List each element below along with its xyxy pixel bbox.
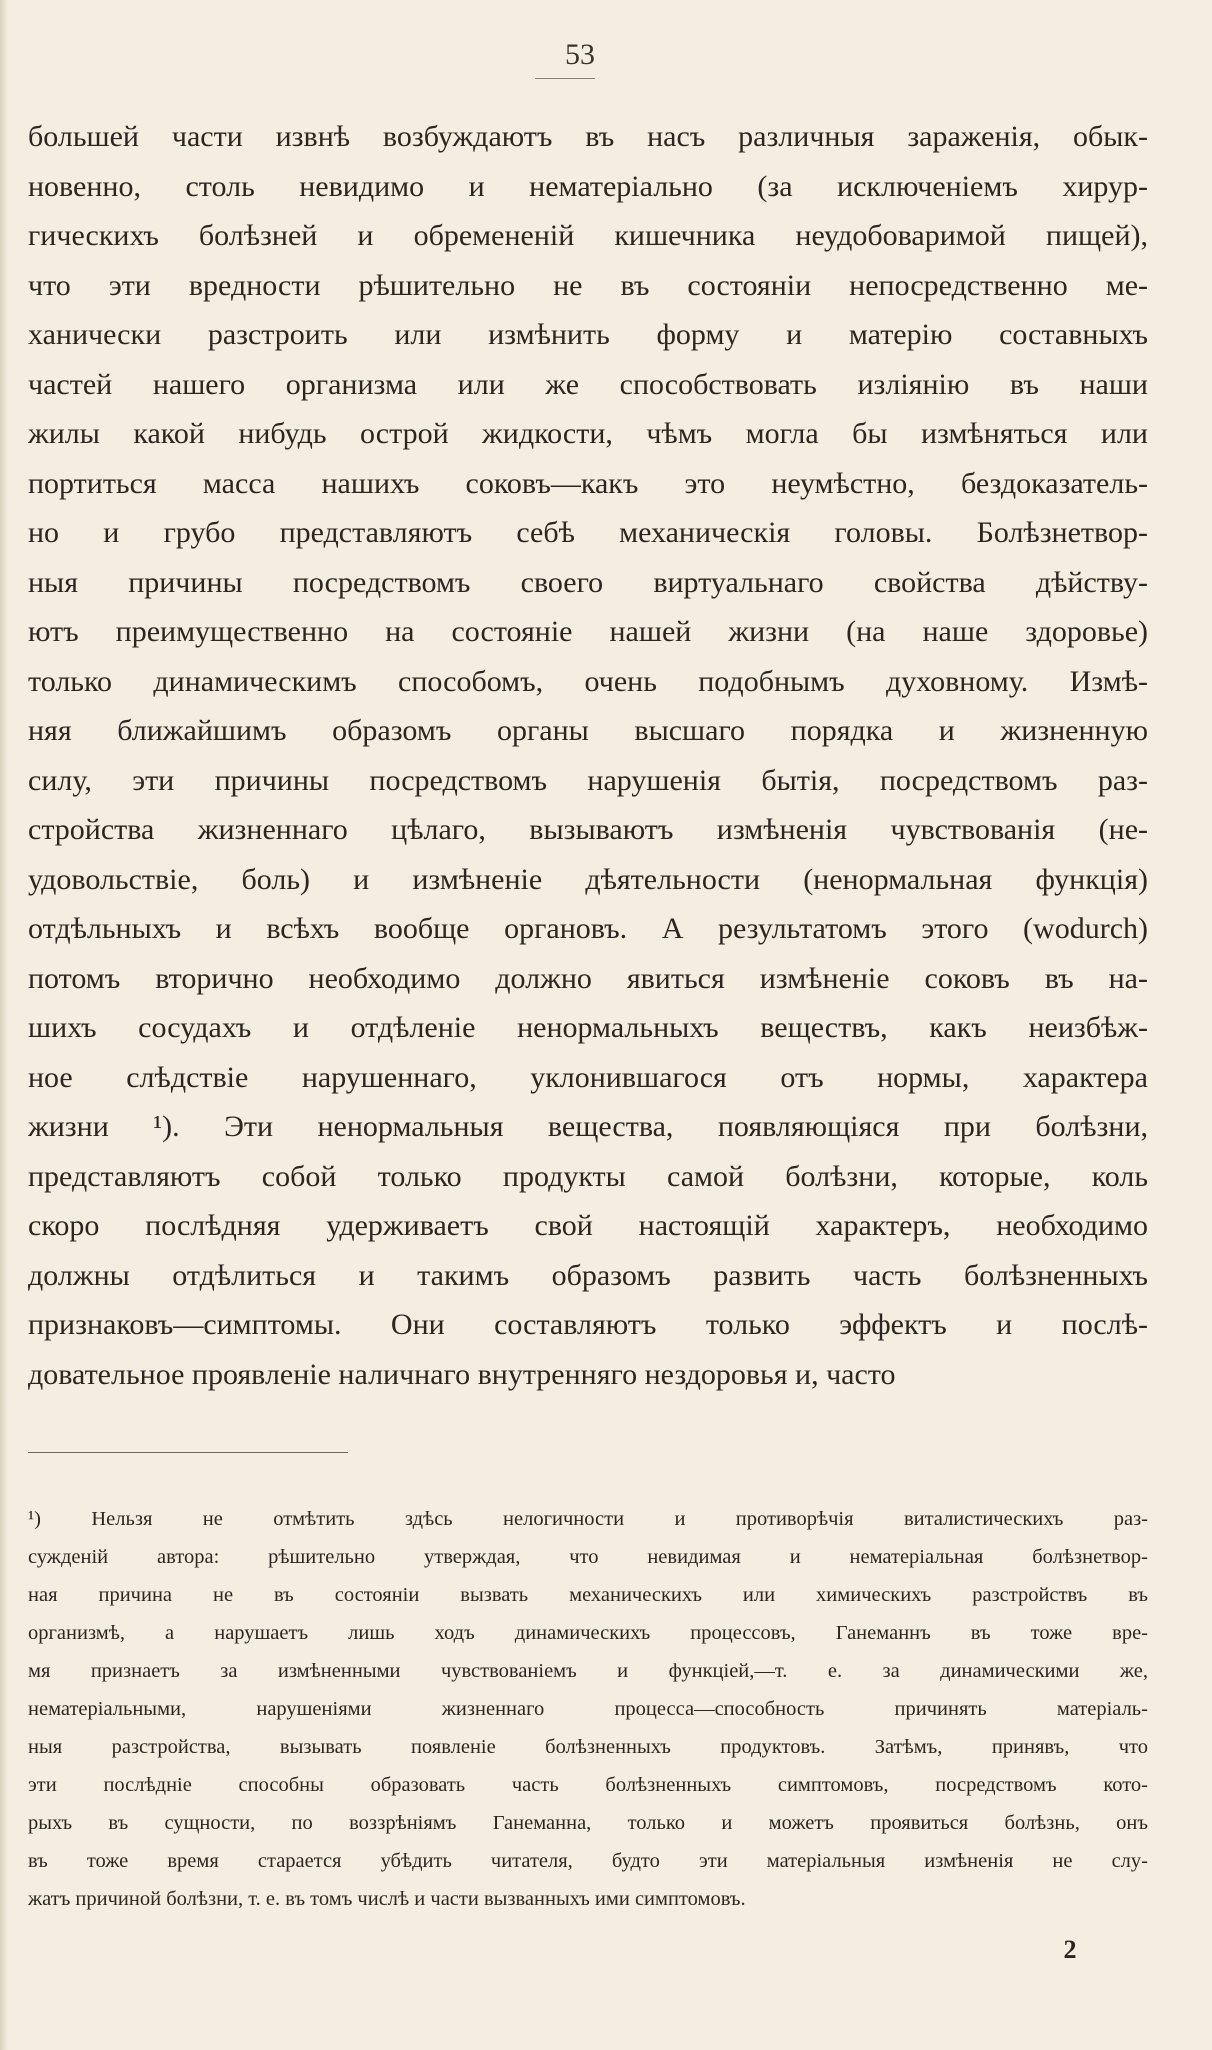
footnote-separator	[28, 1452, 348, 1453]
footnote-line: мя признаетъ за измѣненными чувствованіемъ и функціей,—т. е. за динамическими же,	[28, 1660, 1148, 1682]
footnote-line: ная причина не въ состояніи вызвать механическихъ или химическихъ разстройствъ въ	[28, 1584, 1148, 1606]
text-line: ныя причины посредствомъ своего виртуальнаго свойства дѣйству-	[28, 565, 1148, 599]
footnote-line: рыхъ въ сущности, по воззрѣніямъ Ганеманна, только и можетъ проявиться болѣзнь, онъ	[28, 1812, 1148, 1834]
text-line: ютъ преимущественно на состояніе нашей жизни (на наше здоровье)	[28, 615, 1148, 648]
text-line: няя ближайшимъ образомъ органы высшаго порядка и жизненную	[28, 714, 1148, 747]
text-line: скоро послѣдняя удерживаетъ свой настоящій характеръ, необходимо	[28, 1209, 1148, 1242]
text-line: должны отдѣлиться и такимъ образомъ развить часть болѣзненныхъ	[28, 1258, 1148, 1292]
text-line: силу, эти причины посредствомъ нарушенія бытія, посредствомъ раз-	[28, 763, 1148, 797]
text-line: ное слѣдствіе нарушеннаго, уклонившагося отъ нормы, характера	[28, 1060, 1148, 1094]
text-line: портиться масса нашихъ соковъ—какъ это неумѣстно, бездоказатель-	[28, 466, 1148, 500]
text-line: ханически разстроить или измѣнить форму и матерію составныхъ	[28, 318, 1148, 351]
text-line: гическихъ болѣзней и обремененій кишечника неудобоваримой пищей),	[28, 219, 1148, 252]
footnote-line: сужденій автора: рѣшительно утверждая, что невидимая и нематеріальная болѣзнетвор-	[28, 1546, 1148, 1568]
footnote-line: эти послѣдніе способны образовать часть болѣзненныхъ симптомовъ, посредствомъ кото-	[28, 1774, 1148, 1796]
text-line: но и грубо представляютъ себѣ механическія головы. Болѣзнетвор-	[28, 516, 1148, 549]
text-line: отдѣльныхъ и всѣхъ вообще органовъ. А результатомъ этого (wodurch)	[28, 912, 1148, 945]
signature-mark: 2	[1063, 1935, 1077, 1964]
footnote-line: нематеріальными, нарушеніями жизненнаго процесса—способность причинять матеріаль-	[28, 1698, 1148, 1720]
text-line: довательное проявленіе наличнаго внутренняго нездоровья и, часто	[28, 1357, 896, 1391]
footnote-line: ¹) Нельзя не отмѣтить здѣсь нелогичности и противорѣчія виталистическихъ раз-	[28, 1508, 1148, 1530]
footnote-line: жатъ причиной болѣзни, т. е. въ томъ числѣ и части вызванныхъ ими симптомовъ.	[28, 1888, 746, 1910]
text-line: частей нашего организма или же способствовать изліянію въ наши	[28, 367, 1148, 401]
text-line: шихъ сосудахъ и отдѣленіе ненормальныхъ веществъ, какъ неизбѣж-	[28, 1011, 1148, 1044]
text-line: жилы какой нибудь острой жидкости, чѣмъ могла бы измѣняться или	[28, 417, 1148, 450]
page-edge-shadow	[0, 0, 8, 2050]
footnote-line: организмѣ, а нарушаетъ лишь ходъ динамическихъ процессовъ, Ганеманнъ въ тоже вре-	[28, 1622, 1148, 1644]
text-line: жизни ¹). Эти ненормальныя вещества, появляющіяся при болѣзни,	[28, 1110, 1148, 1143]
page-number-underline	[535, 78, 595, 79]
footnote-line: въ тоже время старается убѣдить читателя, будто эти матеріальныя измѣненія не слу-	[28, 1850, 1148, 1872]
text-line: потомъ вторично необходимо должно явиться измѣненіе соковъ въ на-	[28, 961, 1148, 995]
text-line: новенно, столь невидимо и нематеріально (за исключеніемъ хирур-	[28, 169, 1148, 203]
text-line: стройства жизненнаго цѣлаго, вызываютъ измѣненія чувствованія (не-	[28, 813, 1148, 846]
main-text	[28, 112, 1148, 1399]
footnote-line: ныя разстройства, вызывать появленіе болѣзненныхъ продуктовъ. Затѣмъ, принявъ, что	[28, 1736, 1148, 1758]
text-line: большей части извнѣ возбуждаютъ въ насъ различныя зараженія, обык-	[28, 120, 1148, 153]
page-number: 53	[565, 38, 595, 71]
text-line: удовольствіе, боль) и измѣненіе дѣятельности (ненормальная функція)	[28, 862, 1148, 896]
text-line: только динамическимъ способомъ, очень подобнымъ духовному. Измѣ-	[28, 664, 1148, 698]
footnote	[28, 1500, 1148, 1918]
text-line: что эти вредности рѣшительно не въ состояніи непосредственно ме-	[28, 268, 1148, 302]
text-line: представляютъ собой только продукты самой болѣзни, которые, коль	[28, 1159, 1148, 1193]
text-line: признаковъ—симптомы. Они составляютъ только эффектъ и послѣ-	[28, 1308, 1148, 1341]
